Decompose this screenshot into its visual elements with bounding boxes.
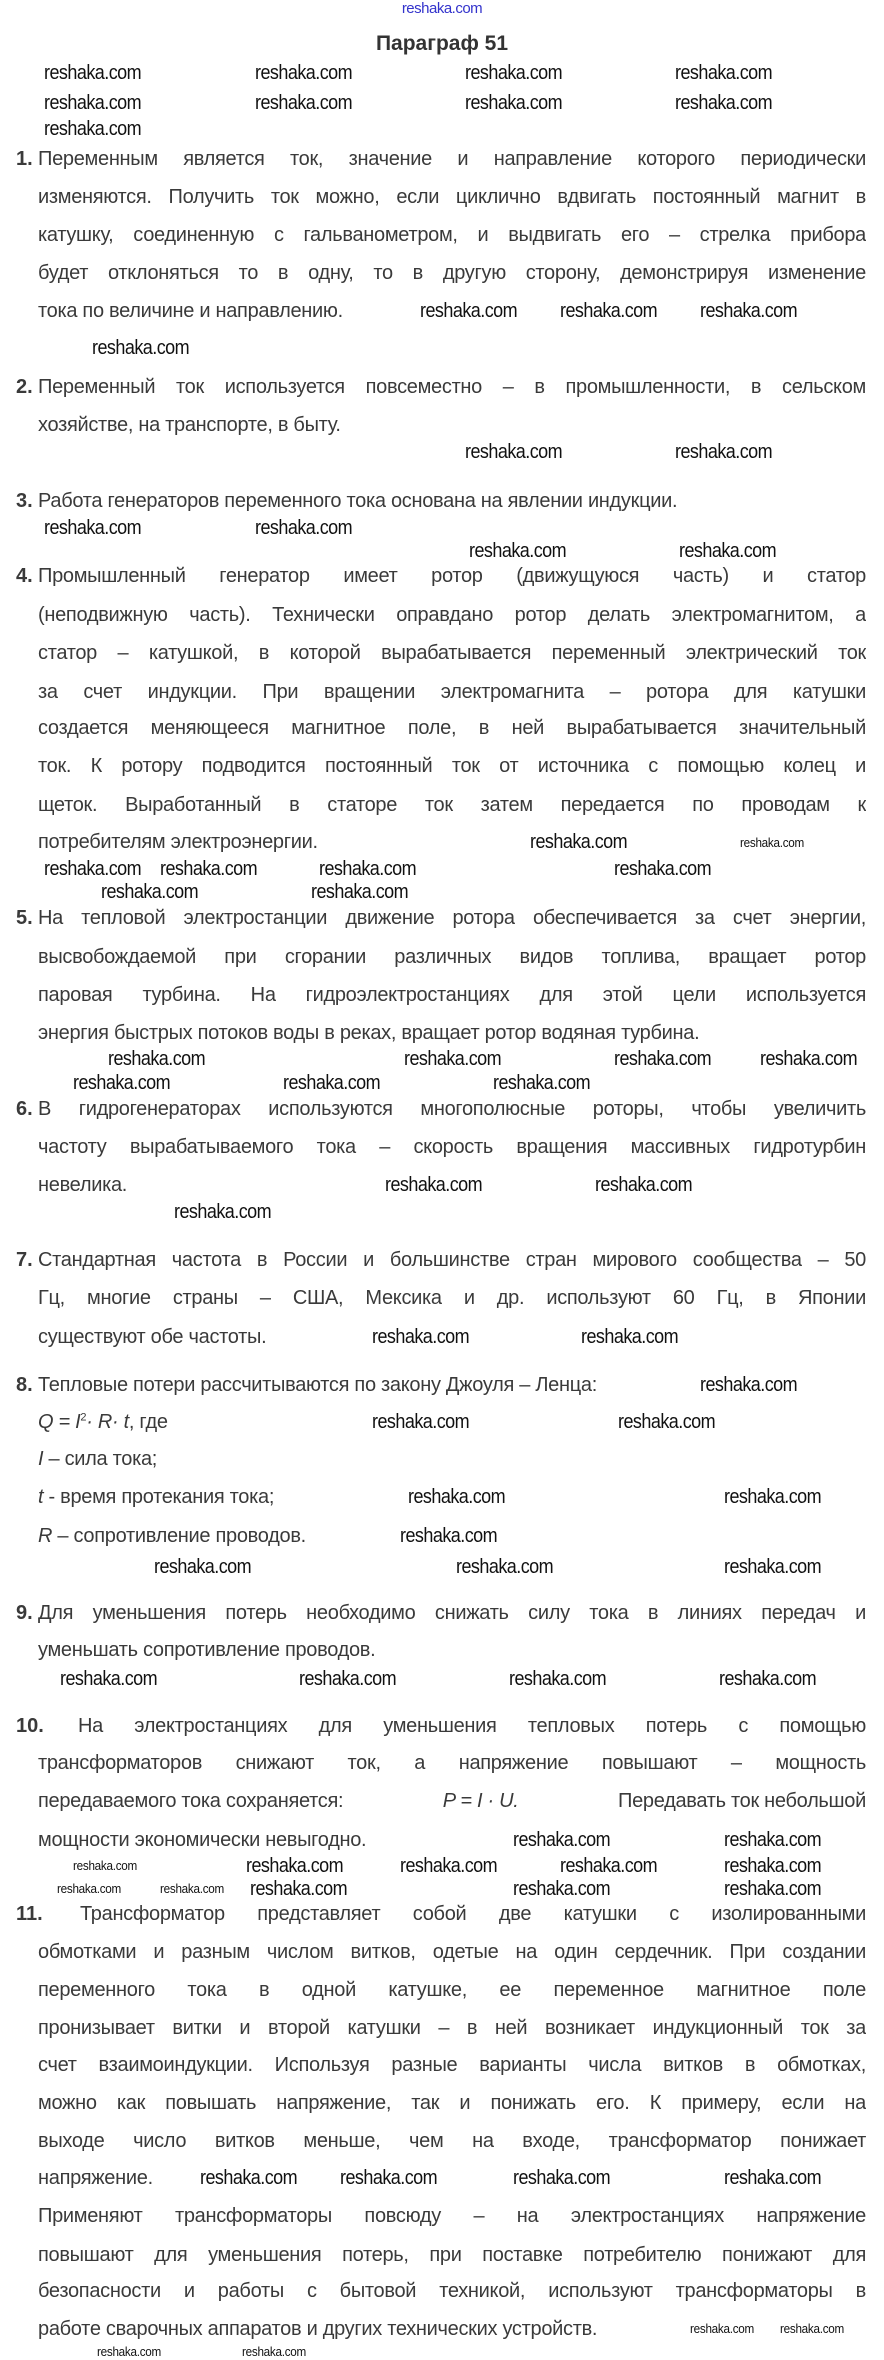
watermark: reshaka.com bbox=[465, 62, 563, 84]
watermark: reshaka.com bbox=[242, 2344, 307, 2359]
watermark: reshaka.com bbox=[108, 1048, 206, 1070]
paragraph-line: выходе число витков меньше, чем на входе, трансформатор понижает bbox=[38, 2130, 866, 2152]
paragraph-line: катушку, соединенную с гальванометром, и выдвигать его – стрелка прибора bbox=[38, 224, 866, 246]
formula-exponent: 2 bbox=[80, 1411, 87, 1424]
watermark: reshaka.com bbox=[255, 92, 353, 114]
watermark: reshaka.com bbox=[101, 881, 199, 903]
paragraph-line: счет взаимоиндукции. Используя разные варианты числа витков в обмотках, bbox=[38, 2054, 866, 2076]
paragraph-line: уменьшать сопротивление проводов. bbox=[38, 1639, 376, 1661]
paragraph-line: щеток. Выработанный в статоре ток затем передается по проводам к bbox=[38, 794, 866, 816]
paragraph-line: Трансформатор представляет собой две катушки с изолированными bbox=[80, 1903, 866, 1925]
watermark: reshaka.com bbox=[404, 1048, 502, 1070]
watermark: reshaka.com bbox=[513, 1829, 611, 1851]
paragraph-line: тока по величине и направлению. bbox=[38, 300, 343, 322]
paragraph-line: На электростанциях для уменьшения тепловых потерь с помощью bbox=[78, 1715, 866, 1737]
watermark: reshaka.com bbox=[724, 1878, 822, 1900]
watermark: reshaka.com bbox=[385, 1174, 483, 1196]
watermark: reshaka.com bbox=[595, 1174, 693, 1196]
paragraph-line: Для уменьшения потерь необходимо снижать силу тока в линиях передач и bbox=[38, 1602, 866, 1624]
paragraph-line: Работа генераторов переменного тока основана на явлении индукции. bbox=[38, 490, 678, 512]
paragraph-number: 6. bbox=[16, 1098, 33, 1120]
definition-text: - время протекания тока; bbox=[43, 1486, 275, 1508]
formula-tail: , где bbox=[128, 1411, 168, 1433]
watermark: reshaka.com bbox=[724, 1855, 822, 1877]
paragraph-line: паровая турбина. На гидроэлектростанциях для этой цели используется bbox=[38, 984, 866, 1006]
watermark: reshaka.com bbox=[724, 1829, 822, 1851]
paragraph-line: частоту вырабатываемого тока – скорость вращения массивных гидротурбин bbox=[38, 1136, 866, 1158]
watermark: reshaka.com bbox=[614, 1048, 712, 1070]
paragraph-line: невелика. bbox=[38, 1174, 128, 1196]
watermark: reshaka.com bbox=[493, 1072, 591, 1094]
watermark: reshaka.com bbox=[465, 441, 563, 463]
paragraph-number: 4. bbox=[16, 565, 33, 587]
paragraph-line: В гидрогенераторах используются многополюсные роторы, чтобы увеличить bbox=[38, 1098, 866, 1120]
paragraph-line: пронизывает витки и второй катушки – в ней возникает индукционный ток за bbox=[38, 2017, 866, 2039]
watermark: reshaka.com bbox=[614, 858, 712, 880]
line-part: Передавать ток небольшой bbox=[618, 1790, 866, 1812]
definition-time bbox=[38, 1484, 274, 1510]
watermark: reshaka.com bbox=[372, 1411, 470, 1433]
watermark: reshaka.com bbox=[456, 1556, 554, 1578]
watermark: reshaka.com bbox=[690, 2321, 755, 2336]
watermark: reshaka.com bbox=[73, 1858, 138, 1873]
watermark: reshaka.com bbox=[400, 1525, 498, 1547]
paragraph-line: На тепловой электростанции движение ротора обеспечивается за счет энергии, bbox=[38, 907, 866, 929]
watermark: reshaka.com bbox=[700, 300, 798, 322]
watermark: reshaka.com bbox=[760, 1048, 858, 1070]
paragraph-line: обмотками и разным числом витков, одетые на один сердечник. При создании bbox=[38, 1941, 866, 1963]
paragraph-line: переменного тока в одной катушке, ее переменное магнитное поле bbox=[38, 1979, 866, 2001]
paragraph-line: Применяют трансформаторы повсюду – на электростанциях напряжение bbox=[38, 2205, 866, 2227]
paragraph-line: за счет индукции. При вращении электромагнита – ротора для катушки bbox=[38, 681, 866, 703]
paragraph-line: энергия быстрых потоков воды в реках, вращает ротор водяная турбина. bbox=[38, 1022, 700, 1044]
watermark: reshaka.com bbox=[408, 1486, 506, 1508]
watermark: reshaka.com bbox=[92, 337, 190, 359]
watermark: reshaka.com bbox=[509, 1668, 607, 1690]
watermark: reshaka.com bbox=[700, 1374, 798, 1396]
paragraph-line: можно как повышать напряжение, так и понижать его. К примеру, если на bbox=[38, 2092, 866, 2114]
formula-rhs: · R· t bbox=[86, 1411, 129, 1433]
definition-text: – сопротивление проводов. bbox=[52, 1525, 306, 1547]
page-title: Параграф 51 bbox=[375, 32, 509, 55]
watermark: reshaka.com bbox=[400, 1855, 498, 1877]
paragraph-line: (неподвижную часть). Технически оправдано ротор делать электромагнитом, а bbox=[38, 604, 866, 626]
paragraph-line: напряжение. bbox=[38, 2167, 153, 2189]
watermark: reshaka.com bbox=[675, 62, 773, 84]
paragraph-number: 8. bbox=[16, 1374, 33, 1396]
watermark: reshaka.com bbox=[255, 62, 353, 84]
watermark: reshaka.com bbox=[679, 540, 777, 562]
paragraph-line: ток. К ротору подводится постоянный ток от источника с помощью колец и bbox=[38, 755, 866, 777]
definition-resistance bbox=[38, 1523, 306, 1549]
watermark: reshaka.com bbox=[246, 1855, 344, 1877]
paragraph-line: изменяются. Получить ток можно, если циклично вдвигать постоянный магнит в bbox=[38, 186, 866, 208]
watermark: reshaka.com bbox=[780, 2321, 845, 2336]
paragraph-line: повышают для уменьшения потерь, при поставке потребителю понижают для bbox=[38, 2244, 866, 2266]
watermark: reshaka.com bbox=[724, 1556, 822, 1578]
watermark: reshaka.com bbox=[160, 858, 258, 880]
watermark: reshaka.com bbox=[200, 2167, 298, 2189]
watermark: reshaka.com bbox=[174, 1201, 272, 1223]
paragraph-line: потребителям электроэнергии. bbox=[38, 831, 318, 853]
paragraph-line: трансформаторов снижают ток, а напряжение повышают – мощность bbox=[38, 1752, 866, 1774]
watermark: reshaka.com bbox=[60, 1668, 158, 1690]
paragraph-line: работе сварочных аппаратов и других технических устройств. bbox=[38, 2318, 598, 2340]
watermark: reshaka.com bbox=[44, 62, 142, 84]
site-link[interactable]: reshaka.com bbox=[401, 0, 483, 17]
watermark: reshaka.com bbox=[73, 1072, 171, 1094]
paragraph-line: Переменный ток используется повсеместно – в промышленности, в сельском bbox=[38, 376, 866, 398]
paragraph-line: будет отклоняться то в одну, то в другую сторону, демонстрируя изменение bbox=[38, 262, 866, 284]
paragraph-line: безопасности и работы с бытовой техникой, используют трансформаторы в bbox=[38, 2280, 866, 2302]
paragraph-line: существуют обе частоты. bbox=[38, 1326, 267, 1348]
paragraph-line: мощности экономически невыгодно. bbox=[38, 1829, 367, 1851]
watermark: reshaka.com bbox=[581, 1326, 679, 1348]
paragraph-number: 5. bbox=[16, 907, 33, 929]
paragraph-line: высвобождаемой при сгорании различных видов топлива, вращает ротор bbox=[38, 946, 866, 968]
paragraph-number: 11. bbox=[16, 1903, 43, 1925]
watermark: reshaka.com bbox=[44, 858, 142, 880]
paragraph-number: 10. bbox=[16, 1715, 44, 1737]
watermark: reshaka.com bbox=[724, 1486, 822, 1508]
watermark: reshaka.com bbox=[465, 92, 563, 114]
watermark: reshaka.com bbox=[675, 441, 773, 463]
paragraph-line: Стандартная частота в России и большинстве стран мирового сообщества – 50 bbox=[38, 1249, 866, 1271]
watermark: reshaka.com bbox=[469, 540, 567, 562]
watermark: reshaka.com bbox=[372, 1326, 470, 1348]
watermark: reshaka.com bbox=[618, 1411, 716, 1433]
watermark: reshaka.com bbox=[97, 2344, 162, 2359]
watermark: reshaka.com bbox=[299, 1668, 397, 1690]
watermark: reshaka.com bbox=[513, 1878, 611, 1900]
paragraph-line: Гц, многие страны – США, Мексика и др. используют 60 Гц, в Японии bbox=[38, 1287, 866, 1309]
definition-text: – сила тока; bbox=[43, 1448, 158, 1470]
watermark: reshaka.com bbox=[283, 1072, 381, 1094]
paragraph-line: Тепловые потери рассчитываются по закону Джоуля – Ленца: bbox=[38, 1374, 597, 1396]
paragraph-number: 7. bbox=[16, 1249, 33, 1271]
symbol: R bbox=[38, 1525, 53, 1547]
watermark: reshaka.com bbox=[44, 118, 142, 140]
formula-lhs: Q = I bbox=[38, 1411, 81, 1433]
paragraph-line bbox=[38, 1788, 866, 1814]
definition-current bbox=[38, 1446, 157, 1472]
paragraph-line: создается меняющееся магнитное поле, в ней вырабатывается значительный bbox=[38, 717, 866, 739]
watermark: reshaka.com bbox=[724, 2167, 822, 2189]
paragraph-line: хозяйстве, на транспорте, в быту. bbox=[38, 414, 341, 436]
watermark: reshaka.com bbox=[319, 858, 417, 880]
watermark: reshaka.com bbox=[255, 517, 353, 539]
paragraph-number: 1. bbox=[16, 148, 33, 170]
joule-lenz-formula bbox=[38, 1409, 168, 1435]
watermark: reshaka.com bbox=[44, 517, 142, 539]
watermark: reshaka.com bbox=[740, 835, 805, 850]
watermark: reshaka.com bbox=[719, 1668, 817, 1690]
paragraph-line: статор – катушкой, в которой вырабатывается переменный электрический ток bbox=[38, 642, 866, 664]
line-part: передаваемого тока сохраняется: bbox=[38, 1790, 344, 1812]
watermark: reshaka.com bbox=[44, 92, 142, 114]
watermark: reshaka.com bbox=[160, 1881, 225, 1896]
symbol: I bbox=[38, 1448, 44, 1470]
paragraph-line: Промышленный генератор имеет ротор (движущуюся часть) и статор bbox=[38, 565, 866, 587]
watermark: reshaka.com bbox=[340, 2167, 438, 2189]
paragraph-number: 2. bbox=[16, 376, 33, 398]
watermark: reshaka.com bbox=[530, 831, 628, 853]
watermark: reshaka.com bbox=[513, 2167, 611, 2189]
symbol: t bbox=[38, 1486, 44, 1508]
watermark: reshaka.com bbox=[560, 1855, 658, 1877]
watermark: reshaka.com bbox=[420, 300, 518, 322]
watermark: reshaka.com bbox=[154, 1556, 252, 1578]
watermark: reshaka.com bbox=[250, 1878, 348, 1900]
watermark: reshaka.com bbox=[311, 881, 409, 903]
watermark: reshaka.com bbox=[57, 1881, 122, 1896]
watermark: reshaka.com bbox=[675, 92, 773, 114]
watermark: reshaka.com bbox=[560, 300, 658, 322]
paragraph-number: 9. bbox=[16, 1602, 33, 1624]
power-formula: P = I · U. bbox=[442, 1790, 519, 1812]
paragraph-line: Переменным является ток, значение и направление которого периодически bbox=[38, 148, 866, 170]
paragraph-number: 3. bbox=[16, 490, 33, 512]
